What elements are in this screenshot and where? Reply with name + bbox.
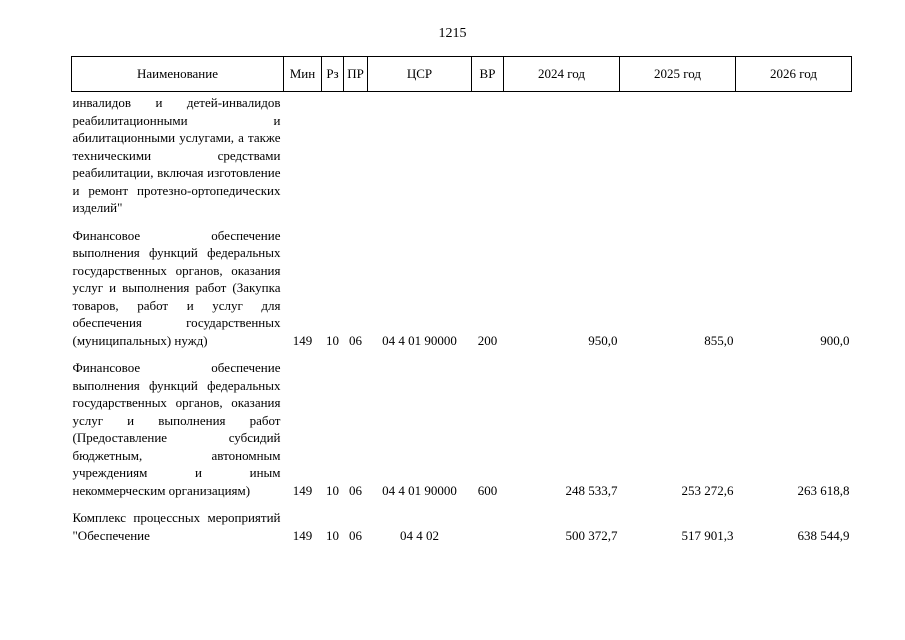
- row-pr: [344, 92, 368, 217]
- row-vr: 600: [477, 482, 498, 498]
- row-pr: 06: [349, 482, 362, 498]
- header-csr: ЦСР: [368, 57, 472, 92]
- row-2026: [736, 92, 852, 217]
- row-name: Финансовое обеспечение выполнения функций федеральных государственных органов, оказания услуг и выполнения работ (Закупка товаров, работ и услуг для обеспечения государственных (муниципальных) нужд): [72, 227, 281, 348]
- row-name: Финансовое обеспечение выполнения функций федеральных государственных органов, оказания услуг и выполнения работ (Предоставление субсидий бюджетным, автономным учреждениям и иным некоммерческим организациям): [72, 360, 281, 498]
- header-name: Наименование: [72, 57, 284, 92]
- row-2025: 517 901,3: [681, 527, 734, 543]
- row-rz: 10: [326, 527, 339, 543]
- table-row: [72, 92, 852, 217]
- row-vr: [472, 92, 504, 217]
- row-2024: [504, 92, 620, 217]
- header-2026: 2026 год: [736, 57, 852, 92]
- row-min: 149: [292, 527, 313, 543]
- header-vr: ВР: [472, 57, 504, 92]
- header-rz: Рз: [322, 57, 344, 92]
- table-header-row: [72, 57, 852, 92]
- budget-table: [71, 56, 852, 544]
- row-2025: [620, 92, 736, 217]
- table-row: [72, 499, 852, 544]
- row-2026: 638 544,9: [797, 527, 850, 543]
- row-2024: 500 372,7: [565, 527, 618, 543]
- header-min: Мин: [284, 57, 322, 92]
- row-vr: 200: [477, 332, 498, 348]
- row-2026: 263 618,8: [797, 482, 850, 498]
- row-csr: 04 4 01 90000: [382, 332, 457, 348]
- row-2025: 855,0: [704, 332, 734, 348]
- page-number: 1215: [438, 26, 467, 41]
- header-pr: ПР: [344, 57, 368, 92]
- row-2024: 950,0: [588, 332, 618, 348]
- row-min: [284, 92, 322, 217]
- row-vr: [472, 499, 504, 544]
- row-csr: 04 4 01 90000: [382, 482, 457, 498]
- row-2025: 253 272,6: [681, 482, 734, 498]
- header-2024: 2024 год: [504, 57, 620, 92]
- row-rz: [322, 92, 344, 217]
- row-rz: 10: [326, 332, 339, 348]
- row-rz: 10: [326, 482, 339, 498]
- table-row: [72, 349, 852, 499]
- row-name: инвалидов и детей-инвалидов реабилитационными и абилитационными услугами, а также техническими средствами реабилитации, включая изготовление и ремонт протезно-ортопедических изделий": [72, 95, 281, 215]
- row-csr: 04 4 02: [400, 527, 439, 543]
- row-name: Комплекс процессных мероприятий "Обеспечение: [72, 510, 281, 543]
- table-row: [72, 217, 852, 350]
- row-csr: [368, 92, 472, 217]
- row-pr: 06: [349, 527, 362, 543]
- row-pr: 06: [349, 332, 362, 348]
- row-2024: 248 533,7: [565, 482, 618, 498]
- header-2025: 2025 год: [620, 57, 736, 92]
- row-min: 149: [292, 482, 313, 498]
- row-2026: 900,0: [820, 332, 850, 348]
- row-min: 149: [292, 332, 313, 348]
